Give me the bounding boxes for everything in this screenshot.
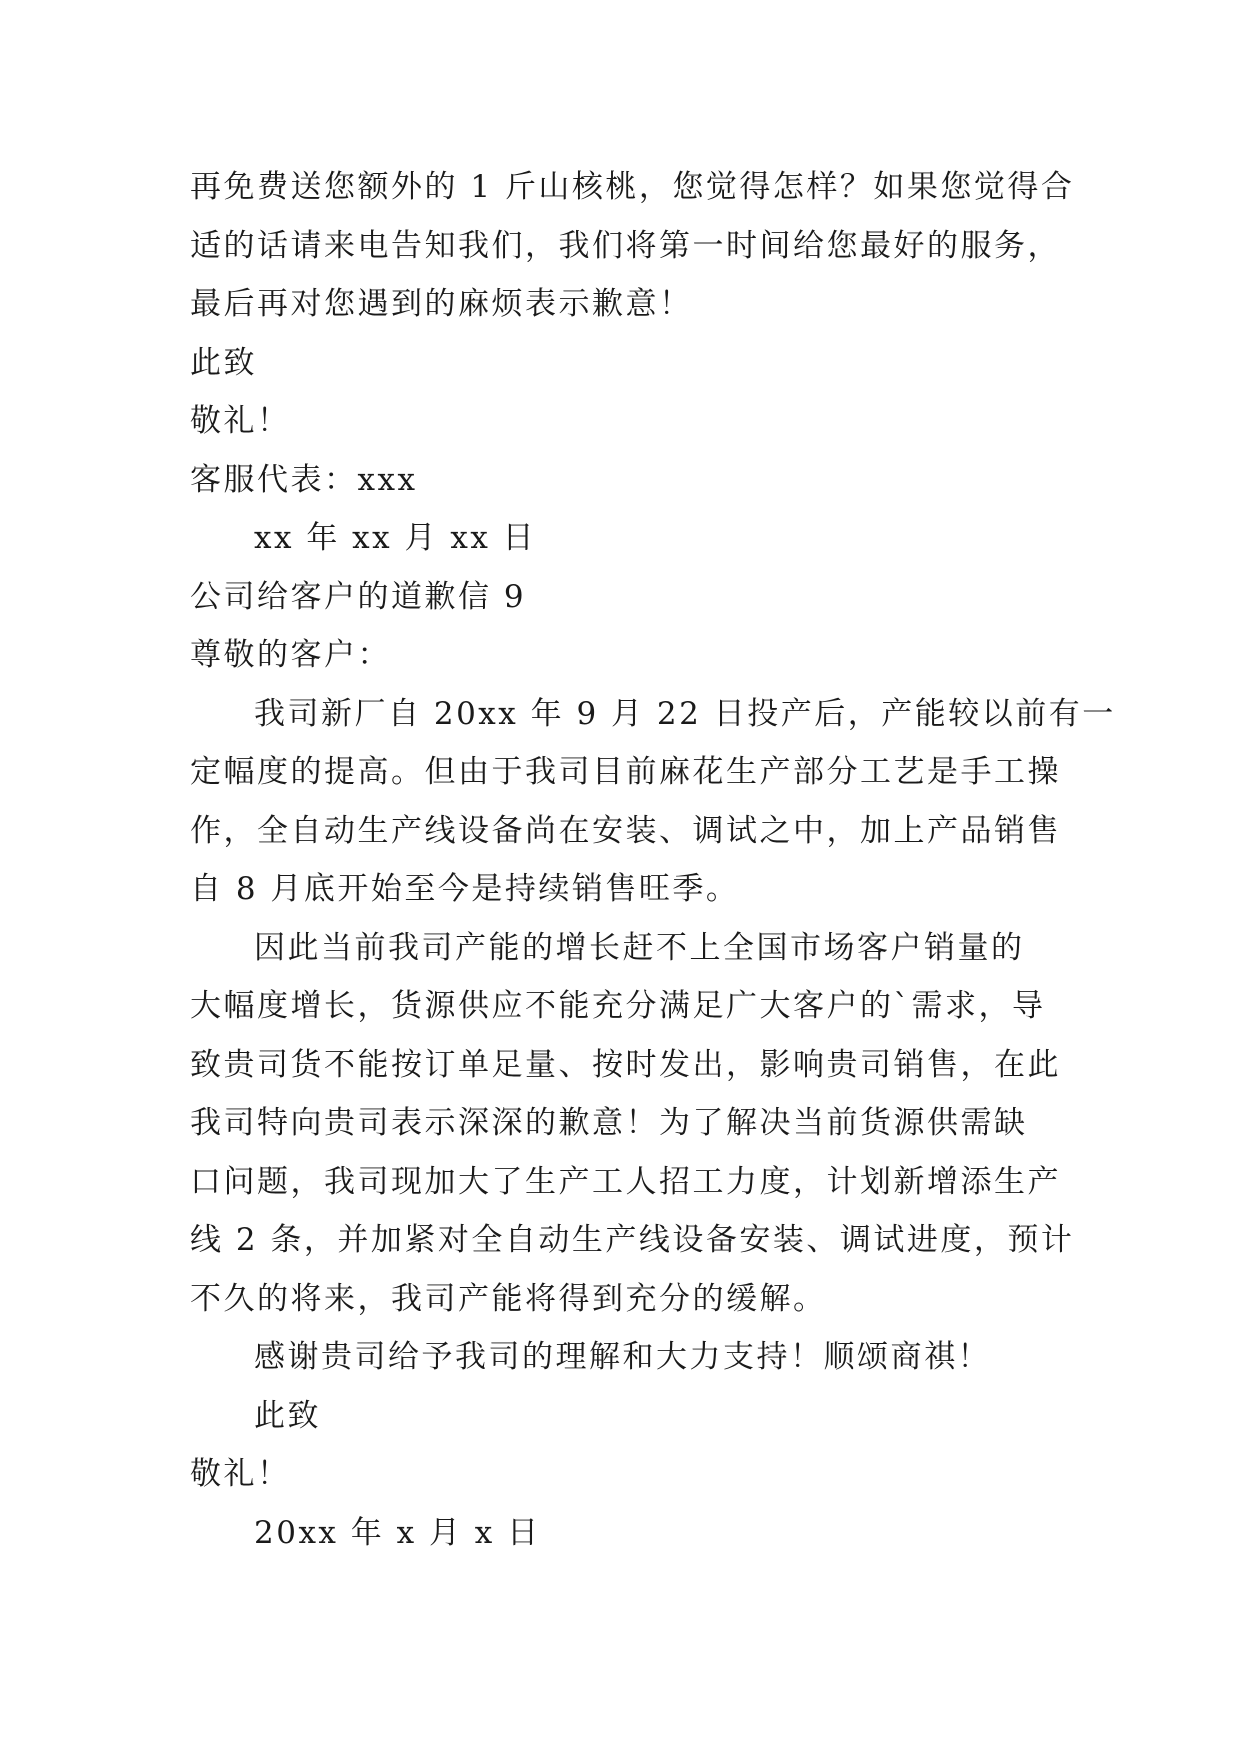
paragraph-2-line-2: 大幅度增长，货源供应不能充分满足广大客户的`需求，导: [190, 988, 1046, 1024]
paragraph-2-line-1: 因此当前我司产能的增长赶不上全国市场客户销量的: [254, 929, 1025, 966]
paragraph-2-line-7: 不久的将来，我司产能将得到充分的缓解。: [190, 1280, 827, 1317]
closing-regards-2: 敬礼！: [190, 1456, 291, 1492]
signature: 客服代表：xxx: [190, 461, 418, 498]
paragraph-1-line-2: 定幅度的提高。但由于我司目前麻花生产部分工艺是手工操: [190, 754, 1061, 790]
body-line-3: 最后再对您遇到的麻烦表示歉意！: [190, 286, 693, 322]
document-body: [190, 158, 1116, 1562]
paragraph-1-line-4: 自 8 月底开始至今是持续销售旺季。: [190, 871, 740, 907]
paragraph-2-line-5: 口问题，我司现加大了生产工人招工力度，计划新增添生产: [190, 1163, 1061, 1200]
paragraph-2-line-6: 线 2 条，并加紧对全自动生产线设备安装、调试进度，预计: [190, 1222, 1075, 1258]
paragraph-1-line-3: 作，全自动生产线设备尚在安装、调试之中，加上产品销售: [190, 812, 1061, 849]
greeting: 尊敬的客户：: [190, 637, 391, 673]
paragraph-2-line-4: 我司特向贵司表示深深的歉意！为了解决当前货源供需缺: [190, 1105, 1028, 1141]
date-line-2: 20xx 年 x 月 x 日: [254, 1514, 541, 1551]
body-line-2: 适的话请来电告知我们，我们将第一时间给您最好的服务，: [190, 227, 1061, 264]
body-line-1: 再免费送您额外的 1 斤山核桃，您觉得怎样？如果您觉得合: [190, 169, 1075, 205]
closing-salutation: 此致: [190, 344, 257, 381]
paragraph-1-line-1: 我司新厂自 20xx 年 9 月 22 日投产后，产能较以前有一: [254, 695, 1116, 732]
section-title: 公司给客户的道歉信 9: [190, 578, 527, 615]
date-line: xx 年 xx 月 xx 日: [254, 520, 537, 556]
paragraph-3-line-1: 感谢贵司给予我司的理解和大力支持！顺颂商祺！: [254, 1339, 991, 1375]
paragraph-2-line-3: 致贵司货不能按订单足量、按时发出，影响贵司销售，在此: [190, 1046, 1061, 1083]
closing-salutation-2: 此致: [254, 1397, 321, 1434]
closing-regards: 敬礼！: [190, 403, 291, 439]
